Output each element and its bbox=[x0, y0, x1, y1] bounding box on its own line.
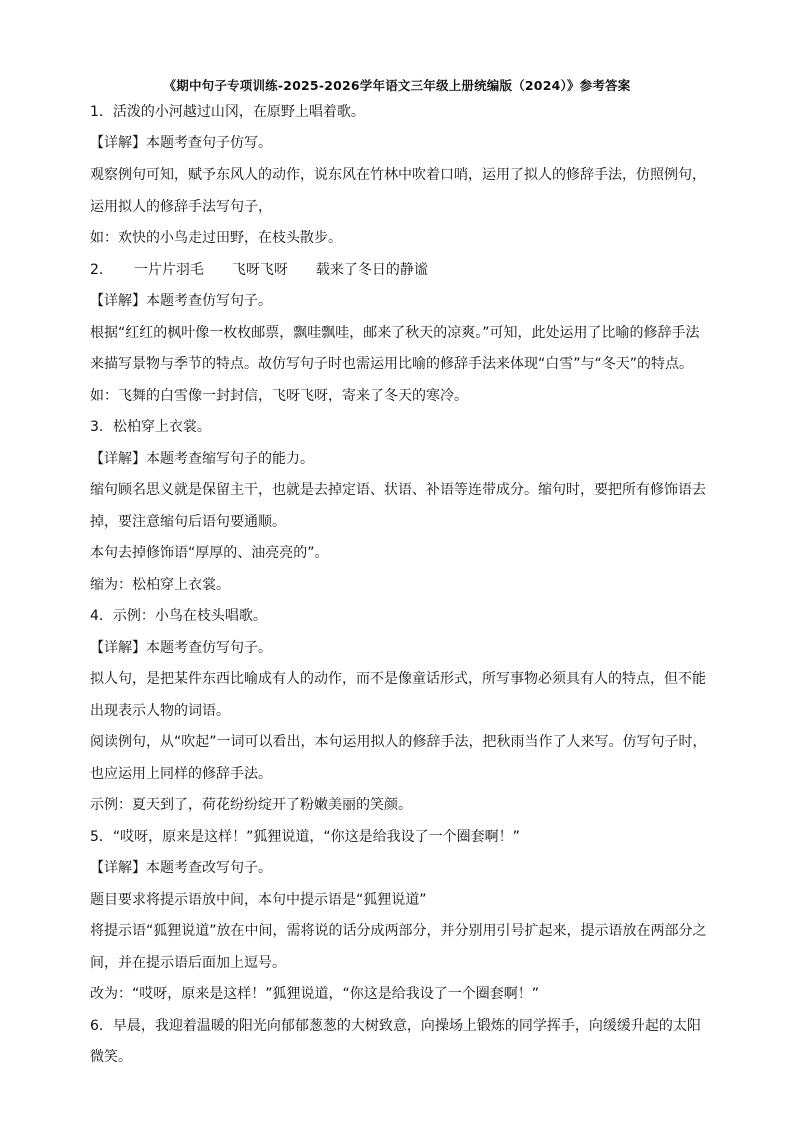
text-line: 5．“哎呀，原来是这样！”狐狸说道，“你这是给我设了一个圈套啊！” bbox=[90, 829, 520, 845]
text-line: 来描写景物与季节的特点。故仿写句子时也需运用比喻的修辞手法来体现“白雪”与“冬天”的特点。 bbox=[90, 356, 694, 372]
text-line: 阅读例句，从“吹起”一词可以看出，本句运用拟人的修辞手法，把秋雨当作了人来写。仿写句子时， bbox=[90, 734, 707, 750]
text-line: 【详解】本题考查改写句子。 bbox=[90, 860, 272, 876]
text-line: 也应运用上同样的修辞手法。 bbox=[90, 766, 272, 782]
text-line: 【详解】本题考查仿写句子。 bbox=[90, 640, 272, 656]
document-title: 《期中句子专项训练-2025-2026学年语文三年级上册统编版（2024）》参考答案 bbox=[163, 78, 631, 93]
text-line: 缩句顾名思义就是保留主干，也就是去掉定语、状语、补语等连带成分。缩句时，要把所有修饰语去 bbox=[90, 482, 706, 498]
text-line: 【详解】本题考查仿写句子。 bbox=[90, 293, 272, 309]
text-line: 4．示例：小鸟在枝头唱歌。 bbox=[90, 608, 267, 624]
text-line: 如：飞舞的白雪像一封封信，飞呀飞呀，寄来了冬天的寒冷。 bbox=[90, 388, 468, 404]
text-line: 如：欢快的小鸟走过田野，在枝头散步。 bbox=[90, 230, 342, 246]
text-line: 运用拟人的修辞手法写句子， bbox=[90, 199, 272, 215]
text-line: 缩为：松柏穿上衣裳。 bbox=[90, 577, 230, 593]
text-line: 2． 一片片羽毛 飞呀飞呀 载来了冬日的静谧 bbox=[90, 262, 428, 278]
text-line: 拟人句，是把某件东西比喻成有人的动作，而不是像童话形式，所写事物必须具有人的特点，但不能 bbox=[90, 671, 706, 687]
text-line: 【详解】本题考查缩写句子的能力。 bbox=[90, 451, 314, 467]
text-line: 出现表示人物的词语。 bbox=[90, 703, 230, 719]
text-line: 改为：“哎呀，原来是这样！”狐狸说道，“你这是给我设了一个圈套啊！” bbox=[90, 986, 540, 1002]
text-line: 本句去掉修饰语“厚厚的、油亮亮的”。 bbox=[90, 545, 329, 561]
text-line: 微笑。 bbox=[90, 1049, 132, 1065]
text-line: 根据“红红的枫叶像一枚枚邮票，飘哇飘哇，邮来了秋天的凉爽。”可知，此处运用了比喻的修辞手法 bbox=[90, 325, 700, 341]
text-line: 将提示语“狐狸说道”放在中间，需将说的话分成两部分，并分别用引号扩起来，提示语放在两部分之 bbox=[90, 923, 707, 939]
text-line: 【详解】本题考查句子仿写。 bbox=[90, 135, 272, 151]
text-line: 间，并在提示语后面加上逗号。 bbox=[90, 955, 286, 971]
text-line: 1．活泼的小河越过山冈，在原野上唱着歌。 bbox=[90, 104, 365, 120]
text-line: 掉，要注意缩句后语句要通顺。 bbox=[90, 514, 286, 530]
text-line: 观察例句可知，赋予东风人的动作，说东风在竹林中吹着口哨，运用了拟人的修辞手法，仿照例句， bbox=[90, 167, 706, 183]
text-line: 3．松柏穿上衣裳。 bbox=[90, 419, 211, 435]
text-line: 6．早晨，我迎着温暖的阳光向郁郁葱葱的大树致意，向操场上锻炼的同学挥手，向缓缓升起的太阳 bbox=[90, 1018, 701, 1034]
text-line: 题目要求将提示语放中间，本句中提示语是“狐狸说道” bbox=[90, 892, 427, 908]
text-line: 示例：夏天到了，荷花纷纷绽开了粉嫩美丽的笑颜。 bbox=[90, 797, 412, 813]
